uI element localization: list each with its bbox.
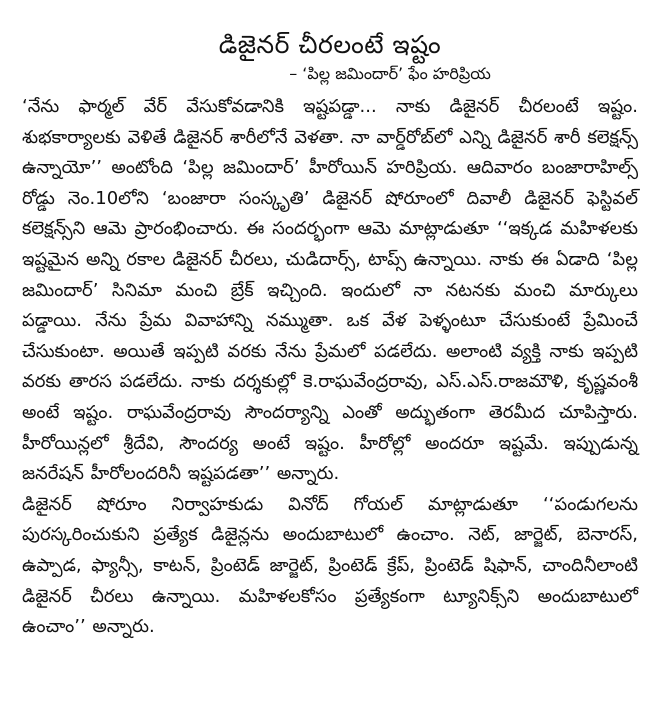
article-paragraph-2: డిజైనర్ షోరూం నిర్వాహకుడు వినోద్ గోయల్ మాట్లాడుతూ ‘‘పండుగలను పురస్కరించుకుని ప్రత్యేక డిజైన్లను అందుబాటులో ఉంచాం. నెట్, జార్జెట్, బెనారస్, ఉప్పాడ, ఫ్యాన్సీ, కాటన్, ప్రింటెడ్ జార్జెట్, ప్రింటెడ్ క్రేప్, ప్రింటెడ్ షిఫాన్, చాందినీలాంటి డిజైనర్ చీరలు ఉన్నాయి. మహిళలకోసం ప్రత్యేకంగా ట్యూనిక్స్‌ని అందుబాటులో ఉంచాం’’ అన్నారు. [22,493,638,638]
article-byline: – ‘పిల్ల జమిందార్’ ఫేం హరిప్రియ [289,64,491,83]
article-paragraph-1: ‘నేను ఫార్మల్ వేర్ వేసుకోవడానికి ఇష్టపడ్డా... నాకు డిజైనర్ చీరలంటే ఇష్టం. శుభకార్యాలకు వెళితే డిజైనర్ శారీలోనే వెళతా. నా వార్డ్‌రోబ్‌లో ఎన్ని డిజైనర్ శారీ కలెక్షన్స్ ఉన్నాయో’’ అంటోంది ‘పిల్ల జమిందార్’ హీరోయిన్ హరిప్రియ. ఆదివారం బంజారాహిల్స్ రోడ్డు నెం.10లోని ‘బంజారా సంస్కృతి’ డిజైనర్ షోరూంలో దివాలీ డిజైనర్ ఫెస్టివల్ కలెక్షన్స్‌ని ఆమె ప్రారంభించారు. ఈ సందర్భంగా ఆమె మాట్లాడుతూ ‘‘ఇక్కడ మహిళలకు ఇష్టమైన అన్ని రకాల డిజైనర్ చీరలు, చుడిదార్స్, టాప్స్ ఉన్నాయి. నాకు ఈ ఏడాది ‘పిల్ల జమిందార్’ సినిమా మంచి బ్రేక్ ఇచ్చింది. ఇందులో నా నటనకు మంచి మార్కులు పడ్డాయి. నేను ప్రేమ వివాహాన్ని నమ్ముతా. ఒక వేళ పెళ్ళంటూ చేసుకుంటే ప్రేమించే చేసుకుంటా. అయితే ఇప్పటి వరకు నేను ప్రేమలో పడలేదు. అలాంటి వ్యక్తి నాకు ఇప్పటి వరకు తారస పడలేదు. నాకు దర్శకుల్లో కె.రాఘవేంద్రరావు, ఎస్.ఎస్.రాజమౌళి, కృష్ణవంశీ అంటే ఇష్టం. రాఘవేంద్రరావు సౌందర్యాన్ని ఎంతో అద్భుతంగా తెరమీద చూపిస్తారు. హీరోయిన్లలో శ్రీదేవి, సౌందర్య అంటే ఇష్టం. హీరోల్లో అందరూ ఇష్టమే. ఇప్పుడున్న జనరేషన్ హీరోలందరినీ ఇష్టపడతా’’ అన్నారు. [22,96,638,485]
article-title: డిజైనర్ చీరలంటే ఇష్టం [218,30,442,59]
